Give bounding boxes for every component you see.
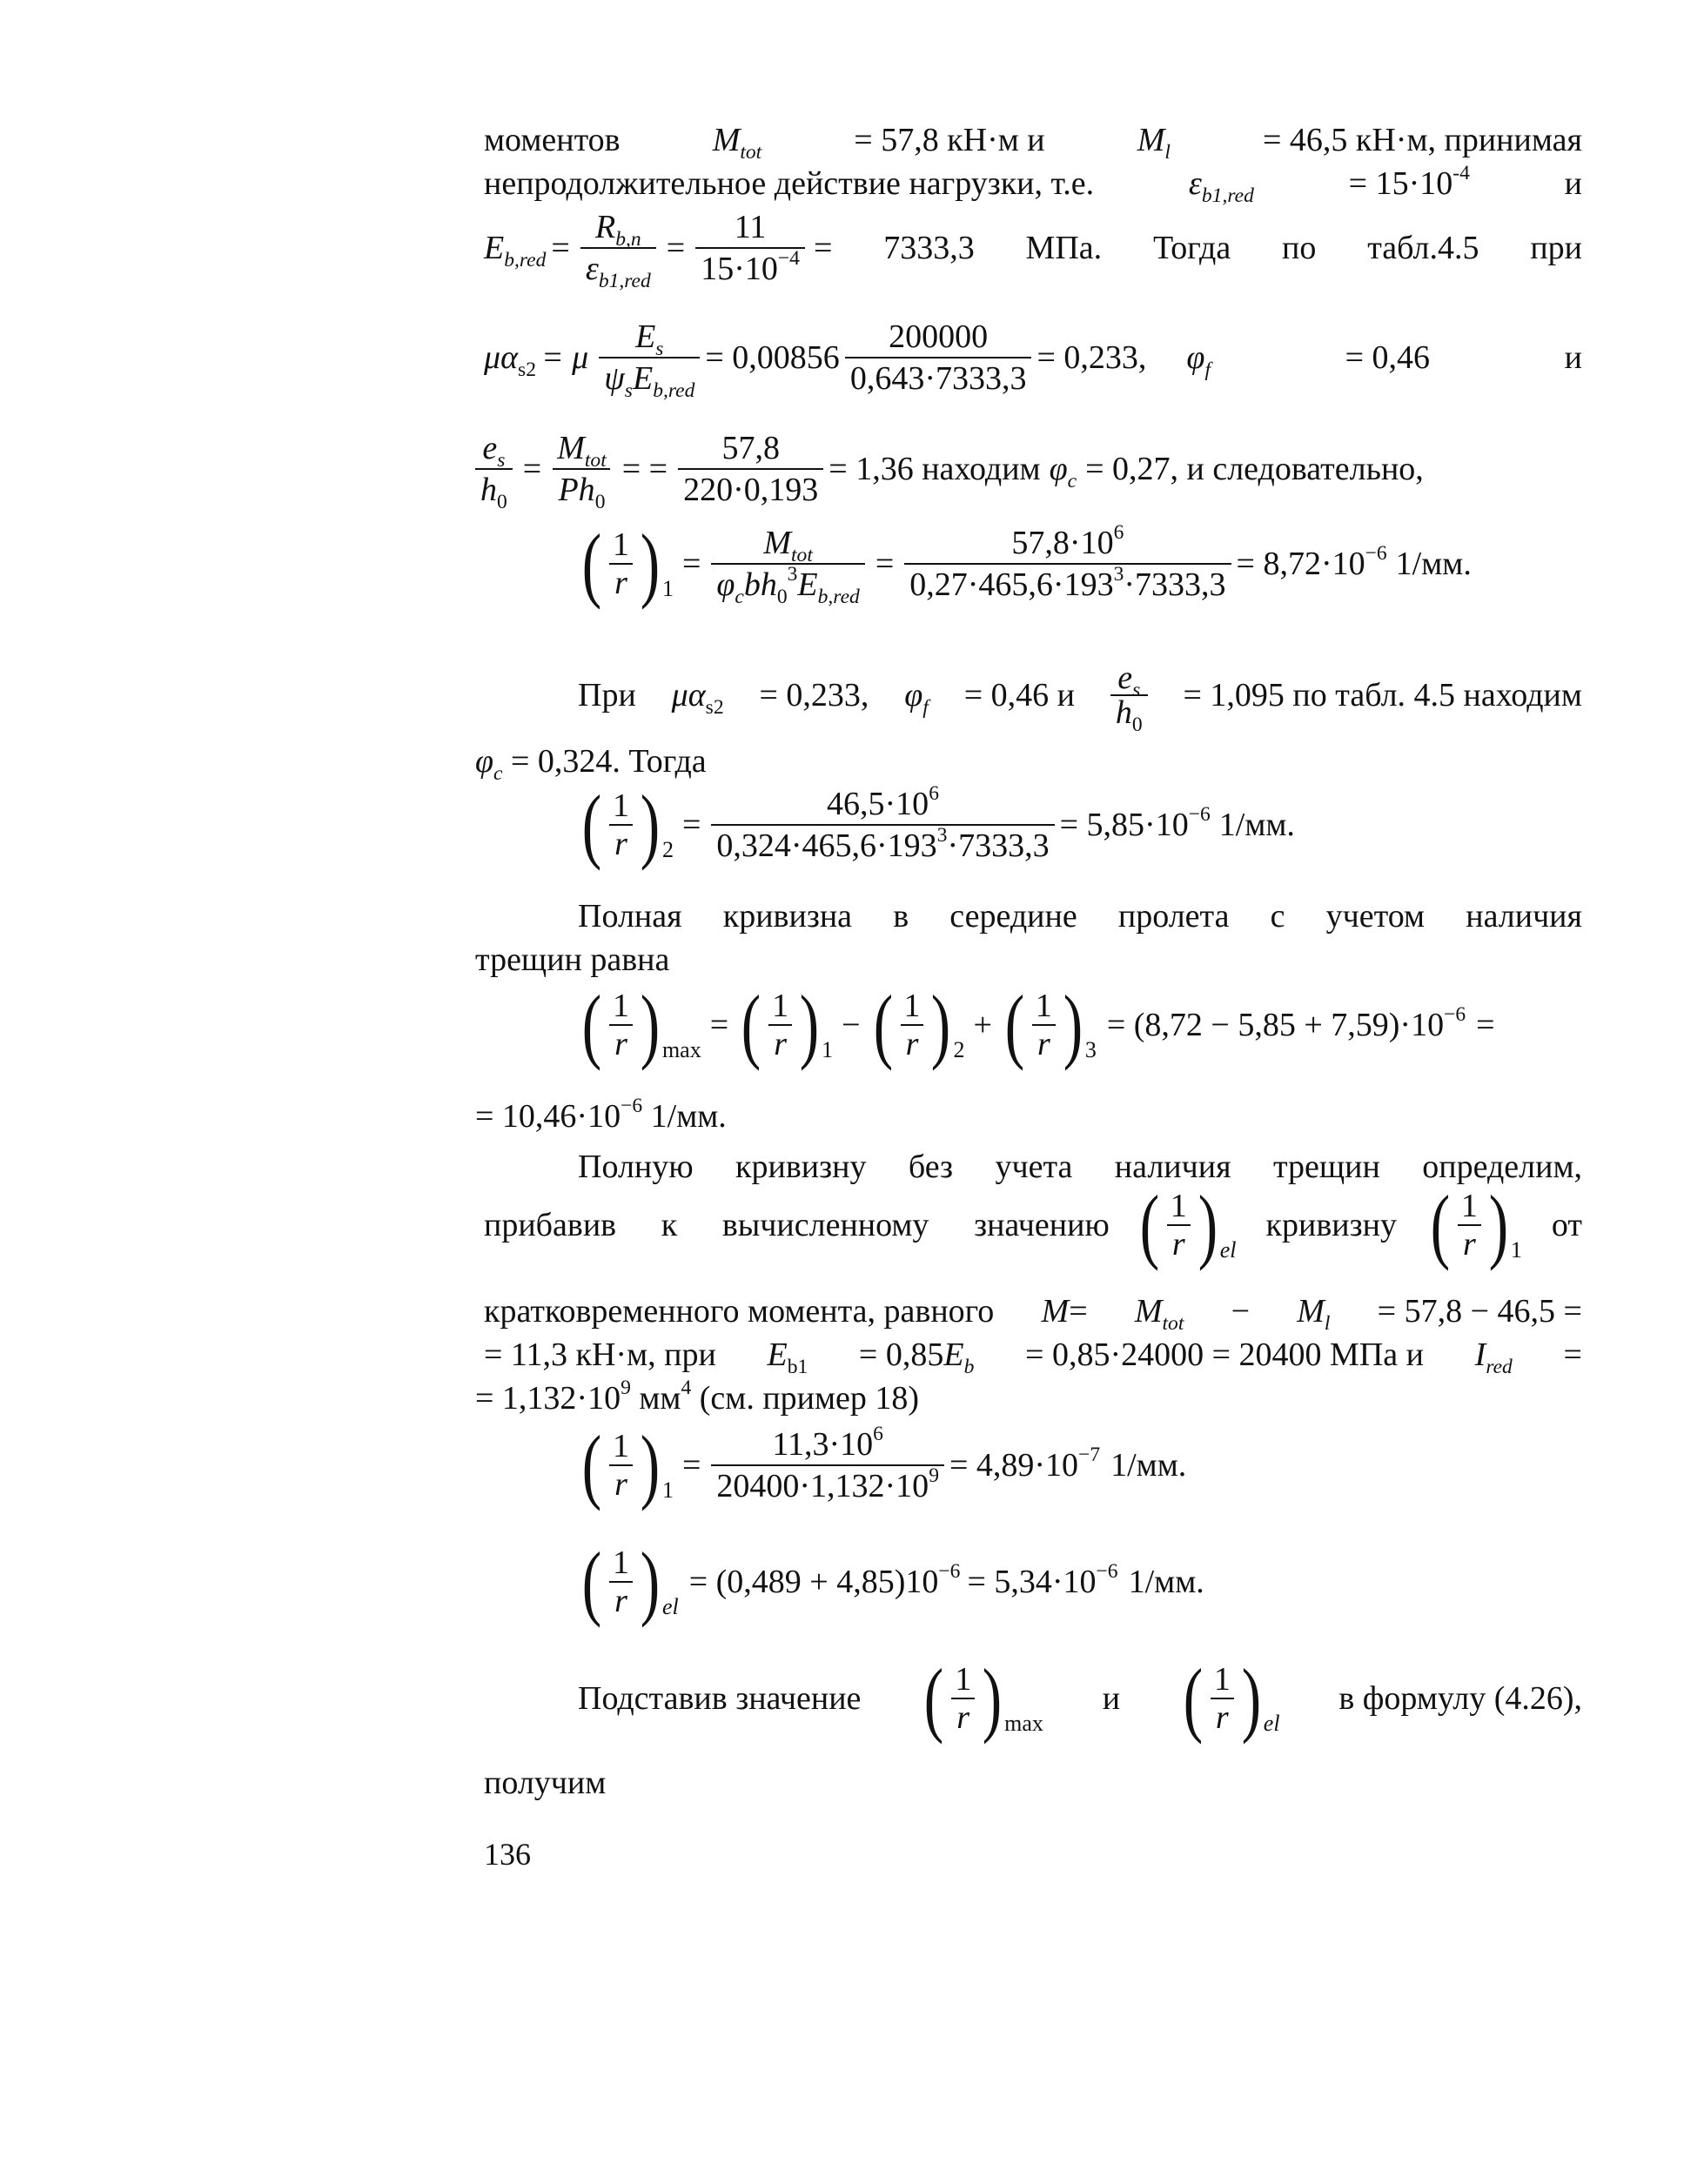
text: = 0,85 [858, 1337, 944, 1373]
sup: 6 [929, 782, 939, 806]
text-line-18 [475, 1378, 919, 1418]
text: = 7333,3 МПа. Тогда по табл.4.5 при [813, 230, 1582, 266]
var: φ [1186, 339, 1205, 376]
sub: s2 [518, 358, 536, 381]
sub: 0 [594, 490, 606, 513]
text: (см. пример 18) [699, 1380, 920, 1417]
sub: 1 [1510, 1237, 1522, 1263]
fraction [475, 430, 513, 513]
curvature-term: ( $\frac{1}{r}$ ) max [924, 1651, 1043, 1745]
text: Подставив значение [578, 1680, 862, 1717]
sub: el [1219, 1237, 1237, 1263]
curvature-term: ( $\frac{1}{r}$ ) 1 [1430, 1178, 1522, 1271]
text: = [709, 1007, 729, 1043]
formula-line-20 [574, 1535, 1204, 1628]
sub: tot [740, 140, 762, 164]
sub: b,red [653, 379, 695, 402]
text: = 0,324. Тогда [510, 743, 707, 780]
sub: 0 [1131, 713, 1143, 736]
curvature-term: ( $\frac{1}{r}$ ) 3 [1004, 978, 1097, 1071]
sup: 9 [621, 1377, 631, 1400]
sub: l [1324, 1311, 1331, 1335]
den: 0,643·7333,3 [845, 357, 1032, 397]
sub: 1 [661, 1477, 674, 1503]
text: Полная кривизна в середине пролета с учетом наличия [578, 898, 1582, 935]
sup: 6 [1113, 521, 1124, 545]
text-line-8 [475, 741, 707, 785]
text-line-2 [484, 162, 1582, 207]
text: = 0,46 и [963, 677, 1075, 713]
sub: 0 [497, 490, 507, 513]
var: r [956, 1699, 970, 1736]
var: h [480, 472, 497, 508]
curvature-term: ( $\frac{1}{r}$ ) 2 [581, 778, 674, 871]
var: r [1215, 1699, 1229, 1736]
text: 1/мм. [650, 1098, 727, 1135]
den: 220·0,193 [678, 468, 823, 508]
num: 11 [734, 209, 767, 245]
text: = 1,132·10 [475, 1380, 621, 1417]
fraction [599, 318, 700, 402]
var: μα [671, 677, 706, 713]
den: ·7333,3 [1124, 566, 1226, 603]
text: = 0,233, [759, 677, 869, 713]
text: − [1231, 1293, 1251, 1330]
sub: s [497, 448, 506, 472]
text: = 0,85·24000 = 20400 МПа и [1025, 1337, 1424, 1373]
text: = 8,72·10 [1236, 546, 1365, 582]
text: = [1476, 1007, 1495, 1043]
num: 1 [612, 1428, 629, 1464]
sup: −6 [621, 1095, 643, 1118]
var: M [1134, 1293, 1163, 1330]
var: r [1036, 1026, 1050, 1062]
text: = [1563, 1337, 1582, 1373]
var: E [635, 318, 656, 355]
text: трещин равна [475, 941, 670, 978]
formula-line-3: $E_{b,red}$ = $\frac{R_{b,n}}{\varepsilon_{b1,red}}$ = $\frac{11}{15\cdot 10^{-4}}$ = 7333,3 МПа. Тогда по табл.4.5 при [484, 209, 1582, 292]
var-eps: ε [1188, 165, 1202, 202]
sub: 0 [776, 585, 788, 608]
fraction [711, 782, 1054, 864]
formula-line-15 [484, 1178, 1582, 1271]
fraction [580, 209, 656, 292]
text-line-16 [484, 1291, 1582, 1335]
den: 15·10 [701, 251, 778, 287]
sup: 3 [936, 824, 948, 847]
num: 1 [612, 787, 629, 824]
var: r [614, 1026, 627, 1062]
text: кратковременного момента, равного [484, 1293, 995, 1330]
sub: s [1132, 678, 1141, 701]
sub: max [661, 1037, 701, 1062]
sup: 3 [787, 563, 798, 586]
num: 57,8·10 [1011, 525, 1114, 561]
text: непродолжительное действие нагрузки, т.е. [484, 165, 1095, 202]
var: r [614, 1583, 627, 1619]
num: 1 [1035, 988, 1052, 1024]
var: r [1171, 1226, 1185, 1263]
sub: el [661, 1594, 679, 1619]
var: φ [716, 566, 735, 603]
text: = 10,46·10 [475, 1098, 621, 1135]
text: прибавив к вычисленному значению [484, 1207, 1110, 1243]
sub: b,red [504, 248, 547, 271]
var: e [482, 430, 498, 466]
fraction [845, 318, 1032, 397]
text: = 1,36 находим [829, 451, 1041, 487]
text: = [1069, 1293, 1088, 1330]
text: и [1564, 339, 1582, 376]
text: − [842, 1007, 861, 1043]
den: 0,324·465,6·193 [716, 827, 937, 864]
sub: s2 [705, 695, 724, 719]
text: = μ [540, 339, 589, 376]
sub: max [1004, 1711, 1043, 1736]
fraction [904, 521, 1231, 603]
text-line-11 [475, 940, 669, 980]
text: получим [484, 1765, 607, 1801]
var: E [632, 360, 654, 397]
text: в формулу (4.26), [1338, 1680, 1582, 1717]
curvature-term: ( $\frac{1}{r}$ ) 1 [581, 1418, 674, 1511]
sub: b1 [787, 1355, 808, 1378]
var: I [1474, 1337, 1486, 1373]
text: = 0,233, [1036, 339, 1147, 376]
var: r [905, 1026, 919, 1062]
text: + [973, 1007, 992, 1043]
curvature-term: ( $\frac{1}{r}$ ) max [581, 978, 701, 1071]
fraction [711, 525, 864, 608]
num: 1 [903, 988, 921, 1024]
var-m: M [712, 122, 741, 158]
num: 1 [612, 1544, 629, 1581]
sup: −7 [1078, 1444, 1101, 1467]
sup: −6 [938, 1560, 961, 1584]
var: r [614, 1466, 627, 1503]
num: 11,3·10 [772, 1426, 874, 1463]
text: 1/мм. [1395, 546, 1472, 582]
var: μα [484, 339, 519, 376]
sup: -4 [1452, 162, 1470, 185]
var: φ [1049, 451, 1068, 487]
formula-line-7 [578, 660, 1582, 736]
num: 1 [612, 526, 629, 563]
sup: −4 [777, 247, 800, 271]
var: ε [585, 251, 599, 287]
sub: s [624, 379, 633, 402]
num: 1 [612, 988, 629, 1024]
fraction [711, 1423, 944, 1504]
den: ·7333,3 [947, 827, 1050, 864]
sub: el [1263, 1711, 1280, 1736]
fraction [552, 430, 612, 513]
sub: l [1164, 140, 1171, 164]
var: r [614, 565, 627, 601]
fraction [695, 209, 805, 287]
var: M [1041, 1293, 1070, 1330]
text: = 1,095 по табл. 4.5 находим [1183, 677, 1582, 713]
formula-line-21 [578, 1651, 1582, 1745]
sub: 2 [661, 837, 674, 862]
sub: 2 [953, 1037, 965, 1062]
sub: f [1204, 358, 1211, 381]
var: ψ [604, 360, 625, 397]
sub: tot [791, 543, 813, 566]
sub: 3 [1084, 1037, 1097, 1062]
num: 1 [772, 988, 789, 1024]
curvature-term: ( $\frac{1}{r}$ ) 1 [741, 978, 834, 1071]
sub: 1 [822, 1037, 834, 1062]
text: = 5,85·10 [1059, 807, 1189, 843]
curvature-term: ( $\frac{1}{r}$ ) 1 [581, 517, 674, 610]
fraction [678, 430, 823, 508]
text: = 4,89·10 [949, 1447, 1079, 1484]
text-line-17 [484, 1335, 1582, 1378]
sub: f [922, 695, 929, 719]
var: Ph [558, 472, 595, 508]
text: = (0,489 + 4,85)10 [688, 1564, 939, 1600]
var: φ [475, 743, 494, 780]
text: = 57,8 − 46,5 = [1377, 1293, 1582, 1330]
text: кривизну [1265, 1207, 1397, 1243]
var: E [797, 566, 818, 603]
text: 1/мм. [1110, 1447, 1187, 1484]
text-line-13 [475, 1096, 727, 1136]
text: мм [639, 1380, 681, 1417]
var: r [614, 826, 627, 862]
sub: s [655, 337, 664, 360]
text: = (8,72 − 5,85 + 7,59)·10 [1106, 1007, 1445, 1043]
text: и [1564, 165, 1582, 202]
formula-line-9: ( $\frac{1}{r}$ ) 2 = $\frac{46,5\cdot 10^6}{0,324\cdot 465,6\cdot 193^3\cdot 7333,3}$ = $5,85\cdot 10^{-6}$ 1/мм. [574, 783, 1295, 867]
page-number: 136 [484, 1837, 531, 1872]
sub: b1,red [1201, 184, 1254, 207]
var: M [557, 430, 585, 466]
sub: tot [584, 448, 607, 472]
sub: 1 [661, 576, 674, 601]
sup: 6 [873, 1423, 883, 1446]
sub: b,n [615, 227, 641, 251]
formula-line-6: ( $\frac{1}{r}$ ) 1 = $\frac{M_{tot}}{\varphi_cbh_0^3E_{b,red}}$ = $\frac{57,8\cdot 10^6}{0,27\cdot 465,6\cdot 193^3\cdot 7333,3}$ = $8,72\cdot 10^{-6}$ 1/мм. [574, 522, 1472, 606]
var: E [767, 1337, 788, 1373]
text: = 57,8 кН·м и [854, 122, 1045, 158]
curvature-term: ( $\frac{1}{r}$ ) 2 [873, 978, 965, 1071]
sub: tot [1162, 1311, 1184, 1335]
sup: −6 [1365, 542, 1387, 566]
text: = 5,34·10 [967, 1564, 1097, 1600]
text: от [1551, 1207, 1582, 1243]
text: и [1102, 1680, 1121, 1717]
text-line-22 [484, 1763, 606, 1803]
curvature-term: ( $\frac{1}{r}$ ) el [1183, 1651, 1280, 1745]
sub: c [1067, 469, 1077, 492]
num: 1 [955, 1661, 972, 1698]
var: r [774, 1026, 787, 1062]
text: Полную кривизну без учета наличия трещин определим, [578, 1149, 1582, 1185]
num: 1 [1170, 1188, 1187, 1224]
num: 46,5·10 [827, 786, 929, 822]
sup: −6 [1444, 1003, 1466, 1027]
num: 1 [1460, 1188, 1478, 1224]
formula-line-4 [484, 318, 1582, 402]
text-line-10 [578, 896, 1582, 936]
sub: c [735, 585, 744, 608]
text: = 0,27, и следовательно, [1085, 451, 1424, 487]
sub: red [1486, 1355, 1513, 1378]
sub: b1,red [598, 269, 651, 292]
text: = 46,5 кН·м, принимая [1262, 122, 1582, 158]
num: 57,8 [721, 430, 780, 466]
var: φ [904, 677, 923, 713]
sub: b [963, 1355, 975, 1378]
var: E [484, 230, 505, 266]
text: = 0,00856 [705, 339, 840, 376]
formula-line-19: ( $\frac{1}{r}$ ) 1 = $\frac{11,3\cdot 10^6}{20400\cdot 1,132\cdot 10^9}$ = $4,89\cdot 10^{-7}$ 1/мм. [574, 1424, 1186, 1507]
var-ml: M [1137, 122, 1165, 158]
var: R [594, 209, 616, 245]
var: E [943, 1337, 964, 1373]
text: При [578, 677, 636, 713]
text: 1/мм. [1128, 1564, 1204, 1600]
text: = 11,3 кН·м, при [484, 1337, 716, 1373]
var: M [763, 525, 791, 561]
den: 20400·1,132·10 [716, 1468, 929, 1504]
sup: −6 [1096, 1560, 1118, 1584]
var: h [1115, 694, 1132, 731]
curvature-term: ( $\frac{1}{r}$ ) el [1139, 1178, 1237, 1271]
fraction [1110, 660, 1148, 736]
formula-line-12 [574, 978, 1495, 1071]
formula-line-5: $\frac{e_s}{h_0}$ = $\frac{M_{tot}}{Ph_0}$ = = $\frac{57,8}{220\cdot 0,193}$ = 1,36 находим $\varphi_c$ = 0,27, и следовательно, [475, 430, 1582, 508]
var: M [1297, 1293, 1325, 1330]
num: 1 [1213, 1661, 1231, 1698]
var: r [1463, 1226, 1476, 1263]
num: 200000 [889, 318, 989, 355]
curvature-term: ( $\frac{1}{r}$ ) el [581, 1535, 679, 1628]
text: = 15·10 [1348, 165, 1453, 202]
sub: b,red [817, 585, 860, 608]
text-line-1 [484, 120, 1582, 164]
sup: 4 [681, 1377, 692, 1400]
var: bh [743, 566, 777, 603]
text: 1/мм. [1218, 807, 1295, 843]
var: e [1117, 660, 1133, 696]
word: моментов [484, 122, 621, 158]
sub: c [493, 761, 503, 785]
sup: −6 [1188, 803, 1211, 827]
text: = 0,46 [1345, 339, 1431, 376]
sup: 3 [1113, 563, 1124, 586]
sup: 9 [929, 1464, 939, 1488]
den: 0,27·465,6·193 [909, 566, 1114, 603]
